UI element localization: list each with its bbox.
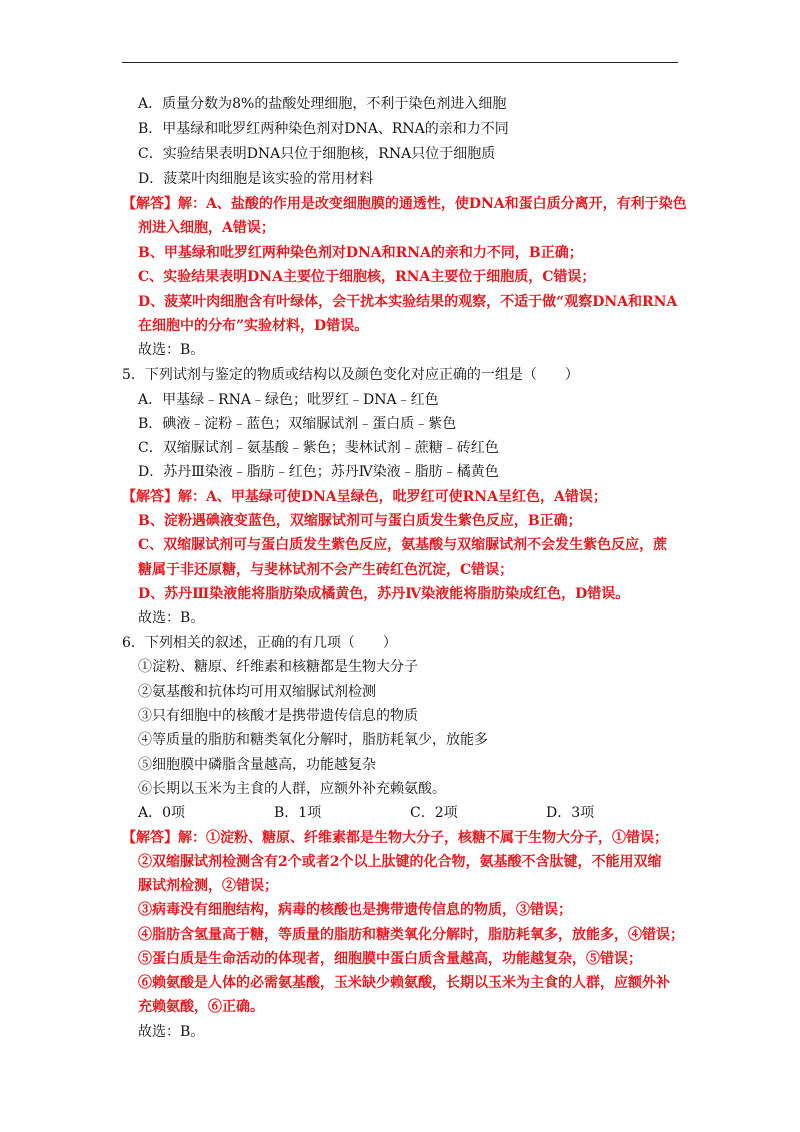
q5-option-c: C．双缩脲试剂﹣氨基酸﹣紫色；斐林试剂﹣蔗糖﹣砖红色 [138,440,499,456]
q6-stem: 6．下列相关的叙述，正确的有几项（ ） [122,635,397,651]
q6-choice-a: A．0项 [138,805,186,821]
q6-choice-d: D．3项 [546,805,595,821]
q5-analysis-line: C、双缩脲试剂可与蛋白质发生紫色反应，氨基酸与双缩脲试剂不会发生紫色反应，蔗 [138,537,668,553]
q6-statement: ④等质量的脂肪和糖类氧化分解时，脂肪耗氧少，放能多 [138,732,488,748]
q4-analysis-line: B、甲基绿和吡罗红两种染色剂对DNA和RNA的亲和力不同，B正确； [138,245,583,261]
q5-analysis-line: D、苏丹Ⅲ染液能将脂肪染成橘黄色，苏丹Ⅳ染液能将脂肪染成红色，D错误。 [138,586,630,602]
q6-analysis-line: ④脂肪含氢量高于糖，等质量的脂肪和糖类氧化分解时，脂肪耗氧多，放能多，④错误； [138,927,684,943]
q4-analysis-first: 解：A、盐酸的作用是改变细胞膜的通透性，使DNA和蛋白质分离开，有利于染色 [178,196,687,212]
q6-statement: ⑥长期以玉米为主食的人群，应额外补充赖氨酸。 [138,781,446,797]
q6-analysis-line: ⑤蛋白质是生命活动的体现者，细胞膜中蛋白质含量越高，功能越复杂，⑤错误； [138,951,642,967]
q6-choices [138,804,594,822]
q5-analysis-first: 解：A、甲基绿可使DNA呈绿色，吡罗红可使RNA呈红色，A错误； [178,489,607,505]
q5-analysis-tag: 【解答】 [122,489,178,505]
q5-analysis-first-line [122,488,607,506]
q6-answer: 故选：B。 [138,1024,205,1040]
q6-analysis-line: ②双缩脲试剂检测含有2个或者2个以上肽键的化合物，氨基酸不含肽键，不能用双缩 [138,854,662,870]
q4-option-d: D．菠菜叶肉细胞是该实验的常用材料 [138,171,374,187]
q5-answer: 故选：B。 [138,610,205,626]
q4-option-a: A．质量分数为8%的盐酸处理细胞，不利于染色剂进入细胞 [138,96,507,112]
q6-analysis-first: 解：①淀粉、糖原、纤维素都是生物大分子，核糖不属于生物大分子，①错误； [178,830,668,846]
q6-statement: ③只有细胞中的核酸才是携带遗传信息的物质 [138,708,418,724]
q4-analysis-line: 剂进入细胞，A错误； [138,220,275,236]
q5-option-a: A．甲基绿﹣RNA﹣绿色；吡罗红﹣DNA﹣红色 [138,392,439,408]
q4-analysis-line: D、菠菜叶肉细胞含有叶绿体，会干扰本实验结果的观察，不适于做“观察DNA和RNA [138,294,678,310]
q4-option-c: C．实验结果表明DNA只位于细胞核，RNA只位于细胞质 [138,146,496,162]
q4-option-b: B．甲基绿和吡罗红两种染色剂对DNA、RNA的亲和力不同 [138,121,509,137]
q4-analysis-line: 在细胞中的分布”实验材料，D错误。 [138,318,369,334]
q6-analysis-line: ③病毒没有细胞结构，病毒的核酸也是携带遗传信息的物质，③错误； [138,902,572,918]
q6-analysis-line: ⑥赖氨酸是人体的必需氨基酸，玉米缺少赖氨酸，长期以玉米为主食的人群，应额外补 [138,975,670,991]
q6-analysis-tag: 【解答】 [122,830,178,846]
q4-answer: 故选：B。 [138,342,205,358]
q5-analysis-line: 糖属于非还原糖，与斐林试剂不会产生砖红色沉淀，C错误； [138,562,514,578]
q4-analysis-tag: 【解答】 [122,196,178,212]
q6-choice-b: B．1项 [274,805,322,821]
q6-statement: ⑤细胞膜中磷脂含量越高，功能越复杂 [138,757,376,773]
q6-choice-c: C．2项 [410,805,458,821]
q6-statement: ①淀粉、糖原、纤维素和核糖都是生物大分子 [138,659,418,675]
q6-analysis-line: 脲试剂检测，②错误； [138,878,278,894]
q5-stem: 5．下列试剂与鉴定的物质或结构以及颜色变化对应正确的一组是（ ） [122,367,579,383]
q6-statement: ②氨基酸和抗体均可用双缩脲试剂检测 [138,684,376,700]
q5-analysis-line: B、淀粉遇碘液变蓝色，双缩脲试剂可与蛋白质发生紫色反应，B正确； [138,513,582,529]
q4-analysis-first-line [122,195,687,213]
header-rule [122,62,678,63]
q5-option-b: B．碘液﹣淀粉﹣蓝色；双缩脲试剂﹣蛋白质﹣紫色 [138,416,457,432]
q6-analysis-line: 充赖氨酸，⑥正确。 [138,999,264,1015]
q4-analysis-line: C、实验结果表明DNA主要位于细胞核，RNA主要位于细胞质，C错误； [138,269,596,285]
q6-analysis-first-line [122,829,668,847]
q5-option-d: D．苏丹Ⅲ染液﹣脂肪﹣红色；苏丹Ⅳ染液﹣脂肪﹣橘黄色 [138,464,499,480]
